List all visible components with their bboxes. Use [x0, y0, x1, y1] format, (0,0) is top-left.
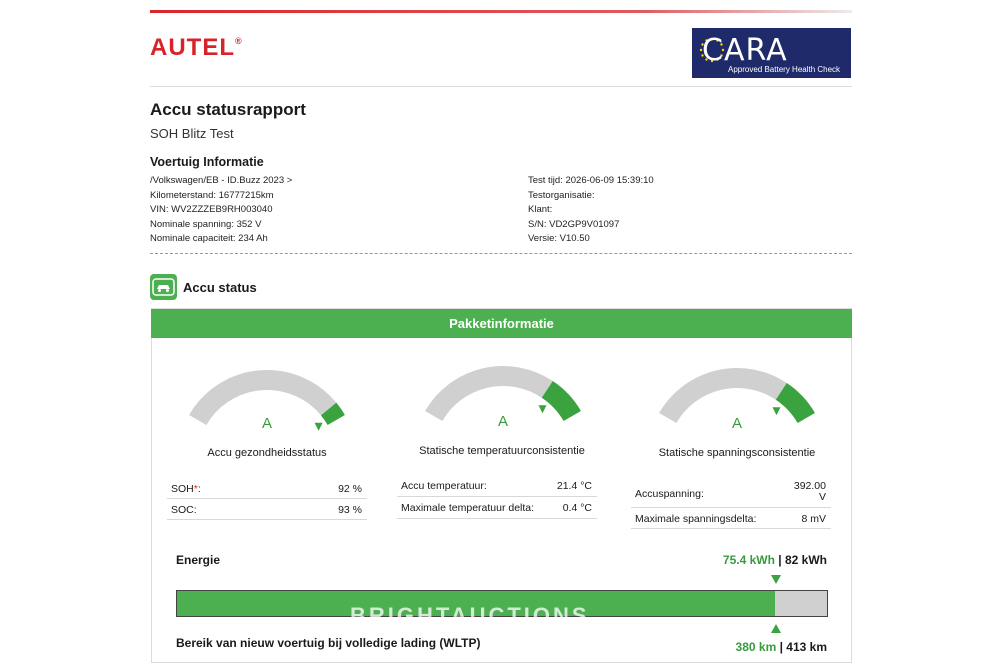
voltage-gauge-fill — [781, 391, 806, 418]
vehicle-info-left — [150, 174, 292, 247]
health-gauge-fill — [329, 409, 337, 420]
page-subtitle: SOH Blitz Test — [150, 126, 234, 141]
energy-label: Energie — [176, 553, 221, 567]
voltage-gauge — [632, 350, 842, 435]
vehicle-nominal-capacity: Nominale capaciteit: 234 Ah — [150, 233, 268, 244]
accu-temperature-value: 21.4 °C — [556, 480, 592, 492]
max-voltage-delta-label: Maximale spanningsdelta: — [635, 513, 757, 525]
vehicle-vin: VIN: WV2ZZZEB9RH003040 — [150, 204, 273, 215]
health-gauge-grade: A — [261, 415, 273, 432]
vehicle-model: /Volkswagen/EB - ID.Buzz 2023 > — [150, 175, 293, 186]
voltage-gauge-title: Statische spanningsconsistentie — [658, 447, 816, 459]
cara-tagline: Approved Battery Health Check — [728, 65, 841, 74]
energy-current: 75.4 kWh — [722, 553, 775, 567]
package-info-header: Pakketinformatie — [151, 309, 852, 338]
temperature-gauge-track — [434, 376, 548, 416]
voltage-gauge-track — [668, 378, 782, 418]
temperature-gauge-marker — [539, 405, 547, 413]
cara-brand: CARA — [702, 33, 788, 68]
max-temperature-delta-row — [397, 498, 597, 519]
page-title: Accu statusrapport — [150, 100, 306, 119]
soc-label: SOC: — [171, 504, 197, 516]
max-temperature-delta-value: 0.4 °C — [562, 502, 592, 514]
section-divider — [150, 253, 852, 254]
temperature-gauge — [398, 348, 608, 433]
accu-voltage-row — [631, 481, 831, 508]
energy-marker-icon — [771, 575, 781, 584]
accu-voltage-label: Accuspanning: — [635, 488, 704, 500]
range-current: 380 km — [735, 640, 777, 654]
test-organisation: Testorganisatie: — [528, 189, 595, 201]
soc-row — [167, 500, 367, 520]
vehicle-nominal-voltage: Nominale spanning: 352 V — [150, 218, 262, 230]
accu-temperature-label: Accu temperatuur: — [401, 480, 487, 492]
soc-value: 93 % — [338, 504, 362, 516]
temperature-gauge-fill — [547, 389, 572, 416]
voltage-gauge-grade: A — [731, 415, 743, 432]
soh-label: SOH*: — [171, 483, 201, 495]
battery-car-icon — [150, 274, 177, 300]
temperature-gauge-title: Statische temperatuurconsistentie — [419, 445, 585, 457]
vehicle-odometer: Kilometerstand: 16777215km — [150, 189, 274, 201]
accu-status-label: Accu status — [183, 280, 257, 295]
accu-temperature-row — [397, 476, 597, 497]
top-accent-line — [150, 10, 852, 13]
cara-badge — [692, 28, 851, 78]
watermark: BRIGHTAUCTIONS — [350, 603, 590, 628]
max-temperature-delta-label: Maximale temperatuur delta: — [401, 502, 535, 514]
temperature-gauge-grade: A — [497, 413, 509, 430]
soh-value: 92 % — [338, 483, 362, 495]
health-gauge-marker — [315, 423, 323, 431]
health-gauge-track — [198, 380, 329, 420]
test-time: Test tijd: 2026-06-09 15:39:10 — [528, 175, 654, 186]
range-values: 380 km | 413 km — [735, 640, 827, 654]
max-voltage-delta-value: 8 mV — [801, 513, 826, 525]
header-divider — [150, 86, 852, 87]
vehicle-info-heading: Voertuig Informatie — [150, 155, 264, 169]
soh-row — [167, 479, 367, 499]
range-label: Bereik van nieuw voertuig bij volledige lading (WLTP) — [176, 636, 481, 650]
serial-number: S/N: VD2GP9V01097 — [528, 218, 620, 230]
customer: Klant: — [528, 204, 553, 215]
accu-voltage-value: 392.00 V — [793, 480, 826, 503]
vehicle-info-right — [528, 174, 654, 247]
energy-values: 75.4 kWh | 82 kWh — [722, 553, 827, 567]
max-voltage-delta-row — [631, 509, 831, 529]
health-gauge-title: Accu gezondheidsstatus — [207, 447, 327, 459]
voltage-gauge-marker — [773, 407, 781, 415]
range-marker-icon — [771, 624, 781, 633]
energy-total: 82 kWh — [784, 553, 827, 567]
autel-logo: AUTEL® — [150, 34, 243, 61]
health-gauge — [162, 352, 372, 437]
software-version: Versie: V10.50 — [528, 233, 590, 244]
range-total: 413 km — [786, 640, 827, 654]
